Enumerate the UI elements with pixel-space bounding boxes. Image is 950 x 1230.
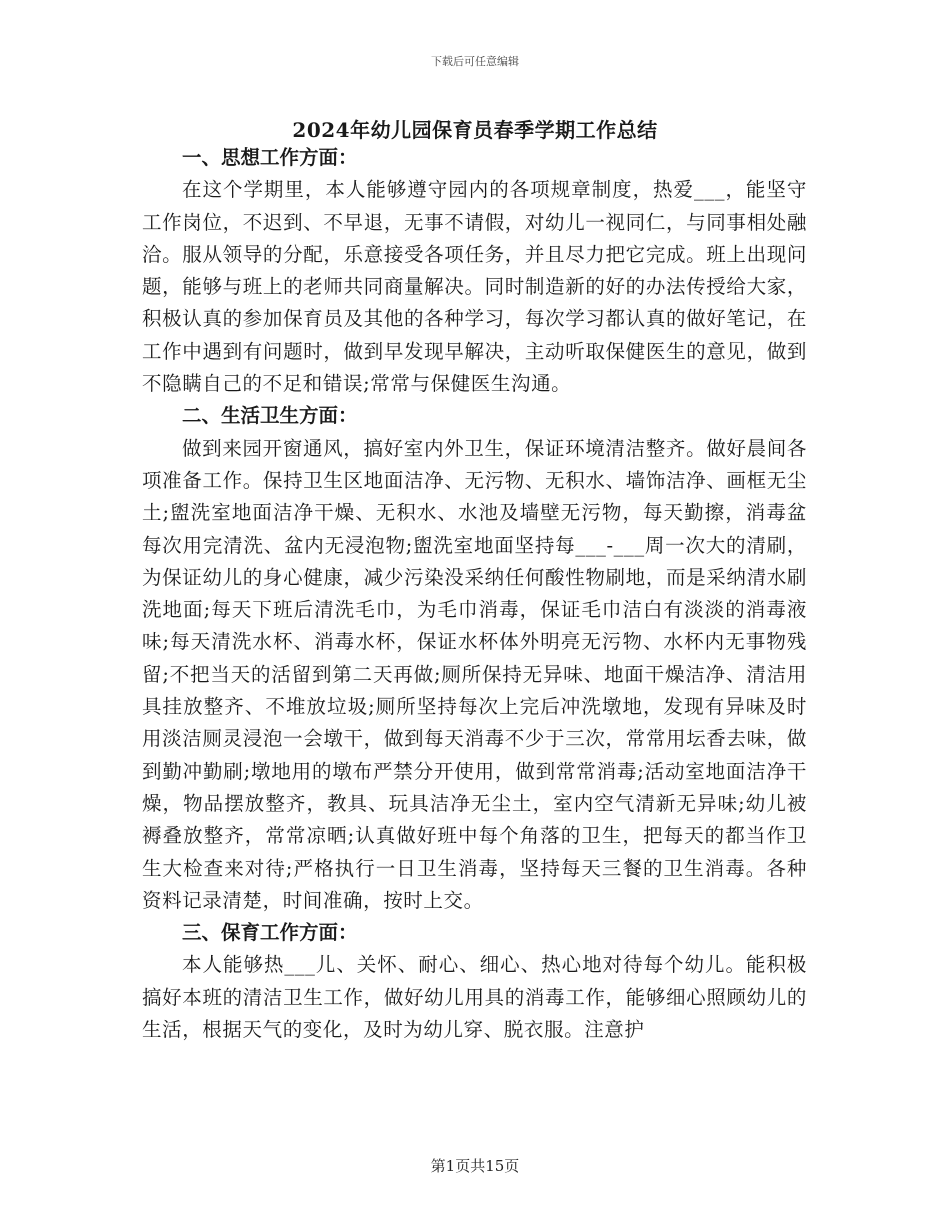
page-number: 第1页共15页 bbox=[430, 1157, 520, 1175]
header-note: 下载后可任意编辑 bbox=[431, 55, 519, 68]
section-paragraph-care: 本人能够热___儿、关怀、耐心、细心、热心地对待每个幼儿。能积极搞好本班的清洁卫生工作，做好幼儿用具的消毒工作，能够细心照顾幼儿的生活，根据天气的变化，及时为幼儿穿、脱衣服。注意护 bbox=[142, 953, 807, 1042]
section-heading-care: 三、保育工作方面： bbox=[182, 921, 358, 945]
section-heading-hygiene: 二、生活卫生方面： bbox=[182, 404, 358, 428]
section-paragraph-thought: 在这个学期里，本人能够遵守园内的各项规章制度，热爱___，能坚守工作岗位，不迟到、不早退，无事不请假，对幼儿一视同仁，与同事相处融洽。服从领导的分配，乐意接受各项任务，并且尽力把它完成。班上出现问题，能够与班上的老师共同商量解决。同时制造新的好的办法传授给大家，积极认真的参加保育员及其他的各种学习，每次学习都认真的做好笔记，在工作中遇到有问题时，做到早发现早解决，主动听取保健医生的意见，做到不隐瞒自己的不足和错误;常常与保健医生沟通。 bbox=[142, 178, 807, 396]
document-body bbox=[142, 142, 807, 1046]
section-paragraph-hygiene: 做到来园开窗通风，搞好室内外卫生，保证环境清洁整齐。做好晨间各项准备工作。保持卫生区地面洁净、无污物、无积水、墙饰洁净、画框无尘土;盥洗室地面洁净干燥、无积水、水池及墙壁无污物，每天勤擦，消毒盆每次用完清洗、盆内无浸泡物;盥洗室地面坚持每___-___周一次大的清刷，为保证幼儿的身心健康，减少污染没采纳任何酸性物刷地，而是采纳清水刷洗地面;每天下班后清洗毛巾，为毛巾消毒，保证毛巾洁白有淡淡的消毒液味;每天清洗水杯、消毒水杯，保证水杯体外明亮无污物、水杯内无事物残留;不把当天的活留到第二天再做;厕所保持无异味、地面干燥洁净、清洁用具挂放整齐、不堆放垃圾;厕所坚持每次上完后冲洗墩地，发现有异味及时用淡洁厕灵浸泡一会墩干，做到每天消毒不少于三次，常常用坛香去味，做到勤冲勤刷;墩地用的墩布严禁分开使用，做到常常消毒;活动室地面洁净干燥，物品摆放整齐，教具、玩具洁净无尘土，室内空气清新无异味;幼儿被褥叠放整齐，常常凉晒;认真做好班中每个角落的卫生，把每天的都当作卫生大检查来对待;严格执行一日卫生消毒，坚持每天三餐的卫生消毒。各种资料记录清楚，时间准确，按时上交。 bbox=[142, 436, 807, 912]
section-heading-thought: 一、思想工作方面： bbox=[182, 146, 358, 169]
document-title: 2024年幼儿园保育员春季学期工作总结 bbox=[292, 118, 658, 142]
